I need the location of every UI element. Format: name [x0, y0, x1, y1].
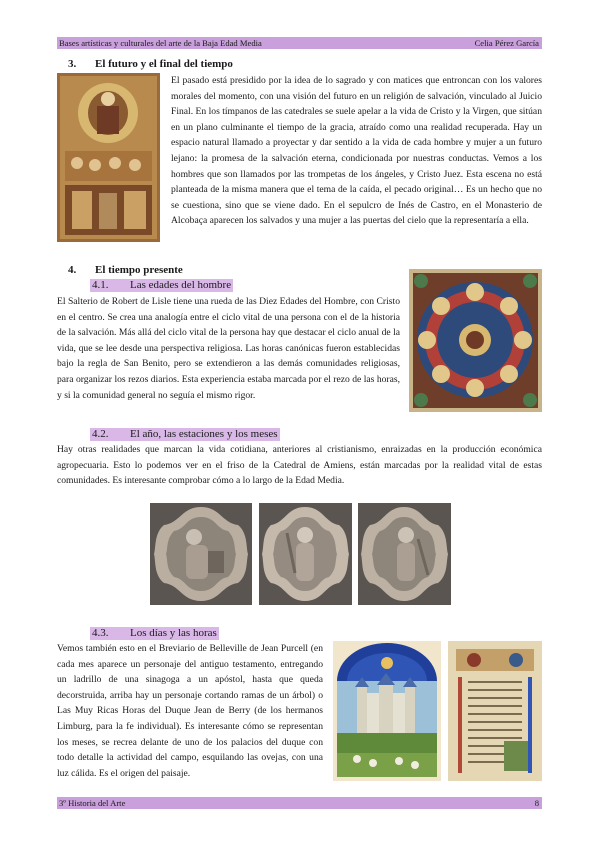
subsection-4-2-heading	[90, 428, 280, 441]
subsection-4-3-number: 4.3.	[92, 627, 109, 639]
subsection-4-1-text: El Salterio de Robert de Lisle tiene una rueda de las Diez Edades del Hombre, con Cristo en el centro. Se crea una analogía entre el ciclo vital de una persona con el de la historia de la salvación. Más allá del ciclo vital de la persona hay que destacar el ciclo anual de la vida, que se lee desde una perspectiva religiosa. Las horas canónicas fueron establecidas bajo la regla de San Benito, pero se extendieron a las demás comunidades religiosas, para organizar los rezos diarios. Esta experiencia estaba marcada por el rezo de las horas, y si la comunidad general no seguía el mismo rigor.	[57, 296, 400, 401]
section-4-title: El tiempo presente	[95, 264, 183, 276]
subsection-4-1-heading	[90, 279, 233, 292]
footer-course: 3º Historia del Arte	[59, 798, 126, 808]
belleville-breviary-image	[448, 641, 542, 781]
amiens-relief-image-2	[259, 503, 352, 605]
section-3-heading	[68, 58, 233, 71]
last-judgment-image	[57, 73, 160, 242]
section-4-heading	[68, 264, 183, 277]
subsection-4-1-title: Las edades del hombre	[130, 279, 232, 291]
subsection-4-2-number: 4.2.	[92, 428, 109, 440]
subsection-4-2-text: Hay otras realidades que marcan la vida cotidiana, anteriores al cristianismo, enraizadas en la producción económica agropecuaria. Esto lo podemos ver en el friso de la Catedral de Amiens, están marcadas por la realidad vital de estas comunidades. Es interesante comprobar cómo a lo largo de la Edad Media.	[57, 444, 542, 487]
tres-riches-heures-image	[333, 641, 441, 781]
page-footer	[57, 797, 542, 809]
section-3-number: 3.	[68, 58, 77, 70]
section-3-title: El futuro y el final del tiempo	[95, 58, 233, 70]
subsection-4-3-heading	[90, 627, 219, 640]
subsection-4-2-title: El año, las estaciones y los meses	[130, 428, 278, 440]
ten-ages-wheel-image	[409, 269, 542, 412]
header-author: Celia Pérez García	[474, 38, 539, 48]
subsection-4-3-text: Vemos también esto en el Breviario de Belleville de Jean Purcell (en cada mes aparece un personaje del antiguo testamento, entregando un ladrillo de una sinagoga a un apóstol, hasta que queda decorstruida, arriba hay un personaje cortando ramas de un árbol) o Las Muy Ricas Horas del Duque Jean de Berry (de los hermanos Limburg, para la fe individual). Es interesante cómo se representan los meses, se recrea delante de uno de los palacios del duque con todo detalle la actividad del campo, esquilando las ovejas, con una luz cálida. Es el origen del paisaje.	[57, 643, 323, 779]
footer-page-number: 8	[534, 798, 539, 808]
page-header	[57, 37, 542, 49]
section-4-number: 4.	[68, 264, 77, 276]
amiens-relief-image-3	[358, 503, 451, 605]
subsection-4-3-title: Los días y las horas	[130, 627, 217, 639]
subsection-4-1-number: 4.1.	[92, 279, 109, 291]
amiens-relief-image-1	[150, 503, 252, 605]
header-title: Bases artísticas y culturales del arte de la Baja Edad Media	[59, 38, 262, 48]
section-3-text: El pasado está presidido por la idea de lo sagrado y con matices que entroncan con los valores morales del momento, con una visión del futuro en un religión de salvación, vinculado al Juicio Final. En los tímpanos de las catedrales se suele apelar a la vida de Cristo y la Virgen, que sitúan en un plano culminante el tiempo de la gracia, atraído como una realidad recuperada. Hay un espacio natural llamado a proyectar y dar sentido a la vida de cada hombre y mujer a un futuro lejano: la promesa de la salvación eterna, condicionada por nuestras conductas. Vemos a los hombres que son llamados por las trompetas de los ángeles, y Cristo Juez. Esta escena no está planteada de la misma manera que el tema de la caída, el pecado original… Es un hecho que no se cuestiona, sino que se viene dado. En el sepulcro de Inés de Castro, en el Monasterio de Alcobaça aparecen los salvados y una mujer a las puertas del cielo que la representaría a ella.	[171, 75, 542, 227]
